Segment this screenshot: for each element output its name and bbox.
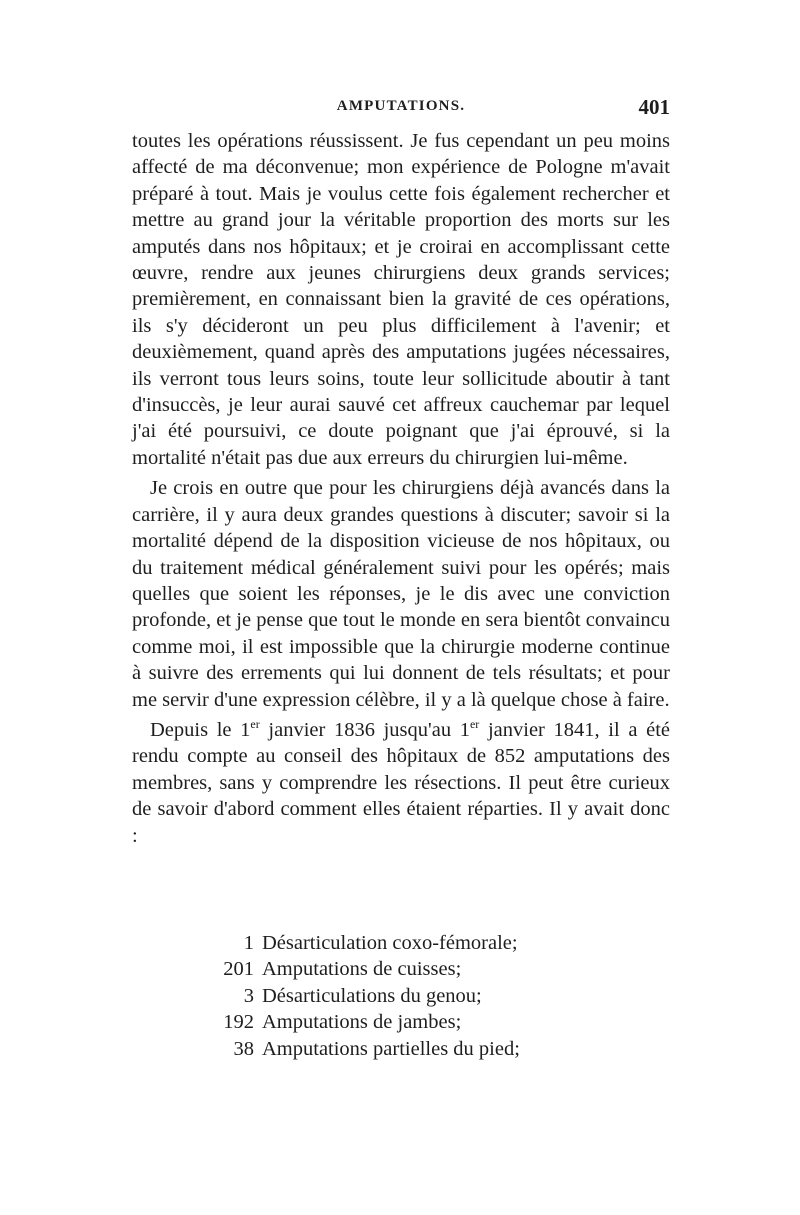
list-item [132,1036,670,1062]
list-item-label: Désarticulation coxo-fémorale; [262,932,518,954]
running-header [132,96,670,120]
ordinal-superscript: er [469,717,480,732]
list-item-count: 3 [243,984,254,1007]
paragraph-3 [132,717,670,849]
list-item-label: Amputations de jambes; [262,1011,462,1034]
list-item [132,1009,670,1035]
list-item [132,930,670,956]
paragraph-3-part-3: janvier 1841, il a été rendu compte au conseil des hôpitaux de 852 amputations des membres, sans y comprendre les résections. Il peut être curieux de savoir d'abord comment elles étaient réparties. Il y avait donc : [132,718,670,847]
list-item-count: 192 [223,1011,254,1034]
body-text [132,128,670,849]
paragraph-1: toutes les opérations réussissent. Je fus cependant un peu moins affecté de ma déconvenue; mon expérience de Pologne m'avait préparé à tout. Mais je voulus cette fois également rechercher et mettre au grand jour la véritable proportion des morts sur les amputés dans nos hôpitaux; et je croirai en accomplissant cette œuvre, rendre aux jeunes chirurgiens deux grands services; premièrement, en connaissant bien la gravité de ces opérations, ils s'y décideront un peu plus difficilement à l'avenir; et deuxièmement, quand après des amputations jugées nécessaires, ils verront tous leurs soins, toute leur sollicitude aboutir à tant d'insuccès, je leur aurai sauvé cet affreux cauchemar par lequel j'ai été poursuivi, ce doute poignant que j'ai éprouvé, si la mortalité n'était pas due aux erreurs du chirurgien lui-même. [132,130,670,469]
list-item-count: 38 [233,1037,254,1060]
list-item-label: Désarticulations du genou; [262,984,482,1007]
list-item-label: Amputations partielles du pied; [262,1037,520,1060]
running-title: AMPUTATIONS. [336,98,466,114]
list-item-count: 1 [243,932,254,954]
page-number: 401 [638,95,670,119]
paragraph-3-part-2: janvier 1836 jusqu'au 1 [259,718,470,741]
paragraph-2: Je crois en outre que pour les chirurgiens déjà avancés dans la carrière, il y aura deux grandes questions à discuter; savoir si la mortalité dépend de la disposition vicieuse de nos hôpitaux, ou du traitement médical généralement suivi pour les opérés; mais quelles que soient les réponses, je le dis avec une conviction profonde, et je pense que tout le monde en sera bientôt convaincu comme moi, il est impossible que la chirurgie moderne continue à suivre des errements qui lui donnent de tels résultats; et pour me servir d'une expression célèbre, il y a là quelque chose à faire. [132,477,670,711]
paragraph-3-part-1: Depuis le 1 [150,718,251,741]
amputation-list [132,930,670,1062]
list-item [132,956,670,982]
list-item-count: 201 [223,958,254,981]
ordinal-superscript: er [250,717,260,732]
list-item [132,983,670,1009]
list-item-label: Amputations de cuisses; [262,958,462,981]
